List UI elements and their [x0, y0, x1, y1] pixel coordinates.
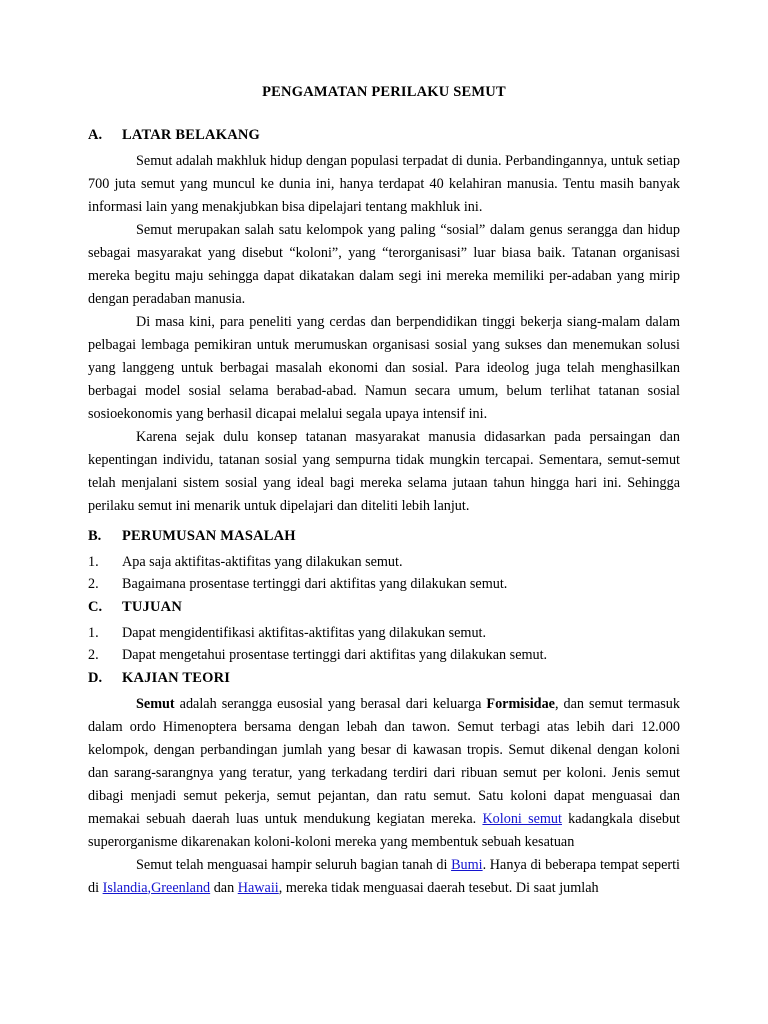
term-formisidae: Formisidae — [486, 696, 555, 712]
list-text: Dapat mengetahui prosentase tertinggi dari aktifitas yang dilakukan semut. — [122, 647, 548, 663]
list-item — [88, 644, 680, 666]
section-b-list — [88, 551, 680, 595]
section-letter-c: C. — [88, 599, 103, 615]
section-d-body — [88, 693, 680, 900]
paragraph-text: adalah serangga eusosial yang berasal dari keluarga — [174, 696, 487, 712]
paragraph-text: dan — [210, 880, 238, 896]
link-islandia[interactable]: Islandia — [102, 880, 148, 896]
paragraph: Karena sejak dulu konsep tatanan masyarakat manusia didasarkan pada persaingan dan kepentingan individu, tatanan sosial yang sempurna tidak mungkin tercapai. Sementara, semut-semut telah menjalani sistem sosial yang ideal bagi mereka selama jutaan tahun hingga hari ini. Sehingga perilaku semut ini menarik untuk dipelajari dan diteliti lebih lanjut. — [88, 429, 680, 514]
link-separator-comma: , — [147, 880, 152, 896]
link-koloni-semut[interactable]: Koloni semut — [482, 811, 562, 827]
page-title: PENGAMATAN PERILAKU SEMUT — [262, 84, 506, 100]
section-title-a: LATAR BELAKANG — [122, 127, 261, 143]
list-number: 1. — [88, 554, 99, 570]
section-heading-a — [88, 127, 680, 144]
paragraph: Di masa kini, para peneliti yang cerdas dan berpendidikan tinggi bekerja siang-malam dalam pelbagai lembaga pemikiran untuk merumuskan organisasi sosial yang sukses dan menemukan solusi yang langgeng untuk berbagai masalah ekonomi dan sosial. Para ideolog juga telah menghasilkan berbagai model sosial selama berabad-abad. Namun secara umum, belum terlihat tatanan sosial sosioekonomis yang berhasil dicapai melalui segala upaya intensif ini. — [88, 314, 680, 422]
section-title-d: KAJIAN TEORI — [122, 670, 231, 686]
section-letter-d: D. — [88, 670, 103, 686]
list-item — [88, 622, 680, 644]
list-item — [88, 551, 680, 573]
list-text: Bagaimana prosentase tertinggi dari aktifitas yang dilakukan semut. — [122, 576, 508, 592]
list-number: 2. — [88, 647, 99, 663]
list-text: Dapat mengidentifikasi aktifitas-aktifitas yang dilakukan semut. — [122, 625, 487, 641]
section-heading-d — [88, 670, 680, 687]
list-item — [88, 573, 680, 595]
section-title-c: TUJUAN — [122, 599, 183, 615]
paragraph-text: kadangkala disebut superorganisme dikarenakan koloni-koloni mereka yang membentuk sebuah kesatuan — [88, 811, 680, 850]
paragraph-text: Semut telah menguasai hampir seluruh bagian tanah di — [136, 857, 452, 873]
list-text: Apa saja aktifitas-aktifitas yang dilakukan semut. — [122, 554, 403, 570]
link-greenland[interactable]: Greenland — [151, 880, 211, 896]
section-heading-c — [88, 599, 680, 616]
section-heading-b — [88, 528, 680, 545]
list-number: 1. — [88, 625, 99, 641]
link-bumi[interactable]: Bumi — [451, 857, 483, 873]
section-title-b: PERUMUSAN MASALAH — [122, 528, 296, 544]
paragraph — [88, 693, 680, 854]
paragraph: Semut merupakan salah satu kelompok yang paling “sosial” dalam genus serangga dan hidup sebagai masyarakat yang disebut “koloni”, yang “terorganisasi” luar biasa baik. Tatanan organisasi mereka begitu maju sehingga dapat dikatakan dalam segi ini mereka memiliki per-adaban yang mirip dengan peradaban manusia. — [88, 222, 680, 307]
section-letter-b: B. — [88, 528, 102, 544]
paragraph: Semut adalah makhluk hidup dengan populasi terpadat di dunia. Perbandingannya, untuk setiap 700 juta semut yang muncul ke dunia ini, hanya terdapat 40 kelahiran manusia. Tentu masih banyak informasi lain yang menakjubkan bisa dipelajari tentang makhluk ini. — [88, 153, 680, 215]
term-semut: Semut — [136, 696, 175, 712]
list-number: 2. — [88, 576, 99, 592]
section-a-body — [88, 150, 680, 518]
paragraph-text: . Hanya di beberapa tempat seperti di — [88, 857, 681, 896]
section-letter-a: A. — [88, 127, 103, 143]
paragraph-text: , mereka tidak menguasai daerah tesebut. Di saat jumlah — [278, 880, 599, 896]
link-hawaii[interactable]: Hawaii — [237, 880, 279, 896]
section-c-list — [88, 622, 680, 666]
paragraph-text: , dan semut termasuk dalam ordo Himenoptera bersama dengan lebah dan tawon. Semut terbagi atas lebih dari 12.000 kelompok, dengan perbandingan jumlah yang besar di kawasan tropis. Semut dikenal dengan koloni dan sarang-sarangnya yang teratur, yang terkadang terdiri dari ribuan semut per koloni. Jenis semut dibagi menjadi semut pekerja, semut pejantan, dan ratu semut. Satu koloni dapat menguasai dan memakai sebuah daerah luas untuk mendukung kegiatan mereka. — [88, 696, 680, 827]
paragraph — [88, 854, 680, 900]
